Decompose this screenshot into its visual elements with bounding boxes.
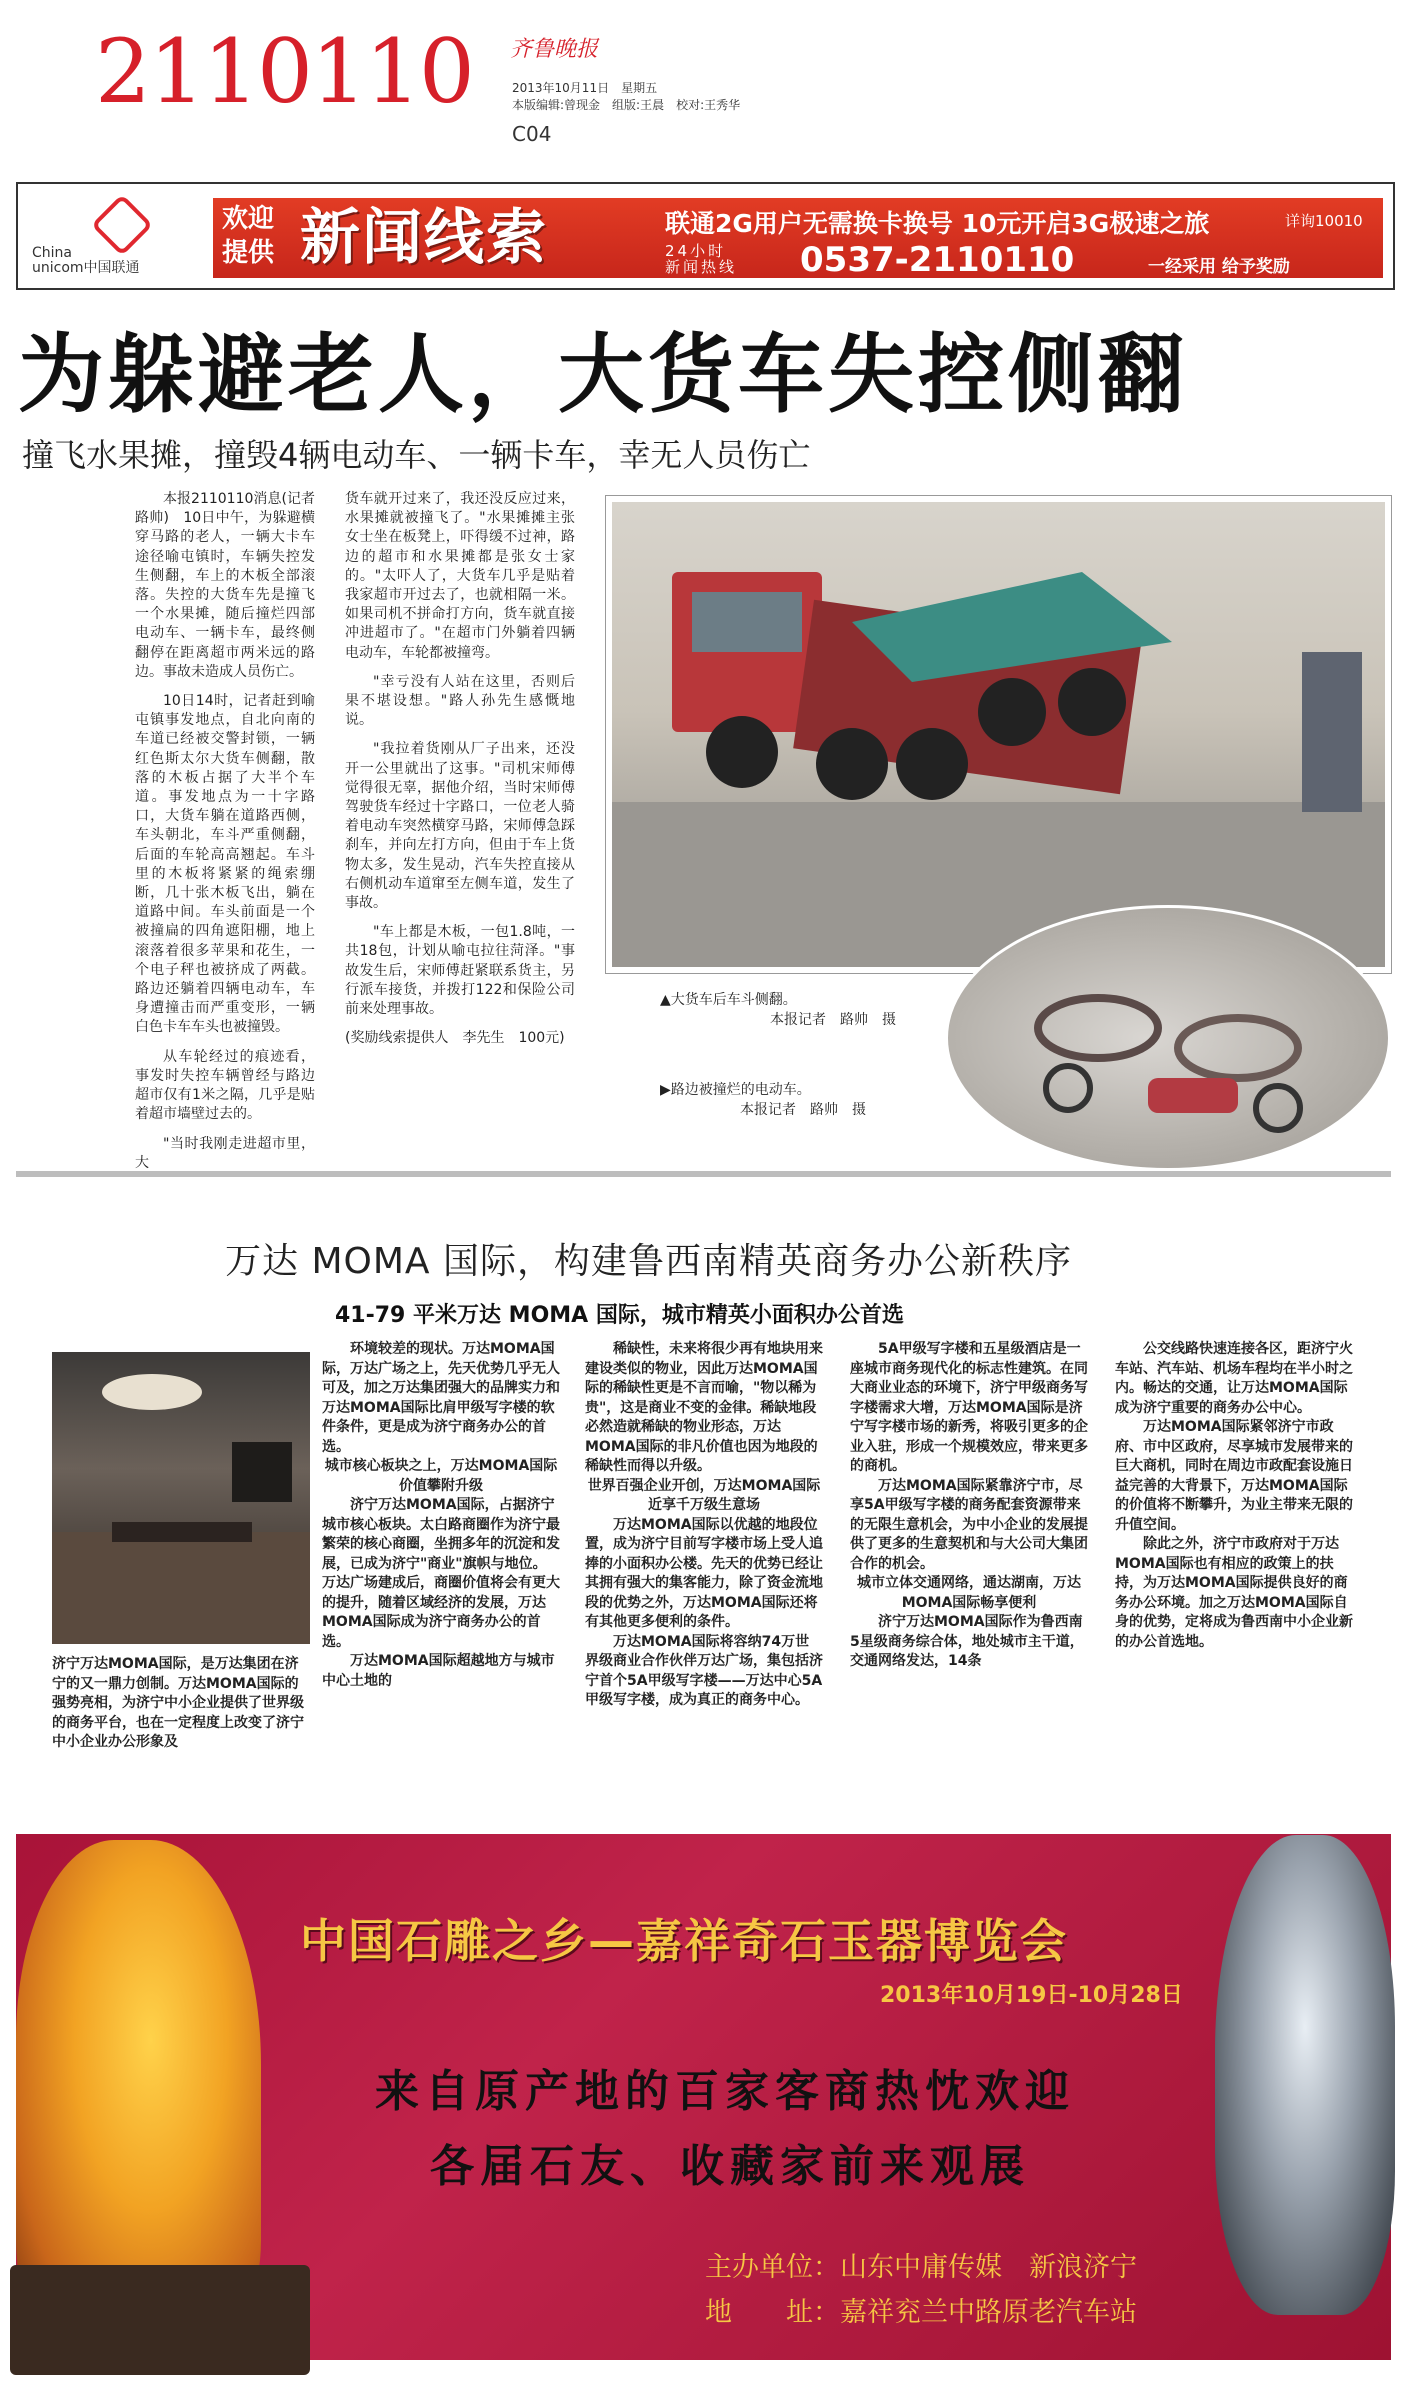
- provide-text: 提供: [222, 238, 275, 268]
- paragraph: 货车就开过来了，我还没反应过来，水果摊就被撞飞了。"水果摊摊主张女士坐在板凳上，吓得缓不过神，路边的超市和水果摊都是张女士家的。"太吓人了，大货车几乎是贴着我家超市开过去了，也就相隔一米。如果司机不拼命打方向，货车就直接冲进超市了。"在超市门外躺着四辆电动车，车轮都被撞弯。: [345, 491, 575, 661]
- banner-promo-detail: 详询10010: [1285, 212, 1363, 230]
- damaged-scooters-photo: [945, 905, 1391, 1171]
- paragraph: "当时我刚走进超市里，大: [135, 1135, 315, 1171]
- wanda-column-1: [322, 1340, 560, 1795]
- truck-illustration: [612, 502, 1385, 967]
- paragraph: 10日14时，记者赶到喻屯镇事发地点，自北向南的车道已经被交警封锁，一辆红色斯太尔大货车侧翻，散落的木板占据了大半个车道。事发地点为一十字路口，大货车躺在道路西侧，车头朝北，车斗严重侧翻，后面的车轮高高翘起。车斗里的木板将紧紧的绳索绷断，几十张木板飞出，躺在道路中间。车头前面是一个被撞扁的四角遮阳棚，地上滚落着很多苹果和花生，一个电子秤也被挤成了两截。路边还躺着四辆电动车，车身遭撞击而严重变形，一辆白色卡车车头也被撞毁。: [135, 693, 315, 1036]
- section-divider: [16, 1171, 1391, 1177]
- exhibition-title: 中国石雕之乡—嘉祥奇石玉器博览会: [300, 1914, 1068, 1968]
- wanda-column-4: [1115, 1340, 1353, 1795]
- photo-caption-1: [660, 990, 896, 1030]
- banner-title: 新闻线索: [300, 203, 548, 273]
- scholar-rock-image: [1215, 1835, 1395, 2315]
- paragraph: 环境较差的现状。万达MOMA国际，万达广场之上，先天优势几乎无人可及，加之万达集团强大的品牌实力和万达MOMA国际比肩甲级写字楼的软件条件，更是成为济宁商务办公的首选。: [322, 1341, 560, 1455]
- article-column-1: [135, 490, 315, 1171]
- brand-cn: 中国联通: [83, 260, 140, 276]
- caption-text: ▲大货车后车斗侧翻。: [660, 992, 797, 1008]
- unicom-brand: [32, 246, 140, 276]
- paragraph: 除此之外，济宁市政府对于万达MOMA国际也有相应的政策上的扶持，为万达MOMA国际提供良好的商务办公环境。加之万达MOMA国际自身的优势，定将成为鲁西南中小企业新的办公首选地。: [1115, 1536, 1353, 1650]
- caption-text: ▶路边被撞烂的电动车。: [660, 1082, 811, 1098]
- paragraph: 5A甲级写字楼和五星级酒店是一座城市商务现代化的标志性建筑。在同大商业业态的环境下，济宁甲级商务写字楼需求大增，万达MOMA国际是济宁写字楼市场的新秀，将吸引更多的企业入驻，形成一个规模效应，带来更多的商机。: [850, 1341, 1088, 1474]
- office-illustration: [52, 1352, 310, 1644]
- section-subhead: 世界百强企业开创，万达MOMA国际近享千万级生意场: [587, 1477, 821, 1513]
- paragraph: 公交线路快速连接各区，距济宁火车站、汽车站、机场车程均在半小时之内。畅达的交通，让万达MOMA国际成为济宁重要的商务办公中心。: [1115, 1341, 1353, 1416]
- wanda-photo-caption: 济宁万达MOMA国际，是万达集团在济宁的又一鼎力创制。万达MOMA国际的强势亮相，为济宁中小企业提供了世界级的商务平台，也在一定程度上改变了济宁中小企业办公形象及: [52, 1656, 304, 1750]
- article-headline: 为躲避老人，大货车失控侧翻: [18, 325, 1188, 425]
- paragraph: 从车轮经过的痕迹看，事发时失控车辆曾经与路边超市仅有1米之隔，几乎是贴着超市墙壁过去的。: [135, 1048, 315, 1123]
- reward-note: (奖励线索提供人 李先生 100元): [345, 1030, 565, 1047]
- photo-credit: 本报记者 路帅 摄: [740, 1102, 866, 1118]
- paragraph: 济宁万达MOMA国际作为鲁西南5星级商务综合体，地处城市主干道，交通网络发达，14条: [850, 1614, 1084, 1669]
- wanda-title: 万达 MOMA 国际，构建鲁西南精英商务办公新秩序: [225, 1241, 1072, 1282]
- banner-welcome: [222, 202, 274, 270]
- masthead-info: [512, 80, 740, 114]
- editor-credits: 本版编辑:曾现金 组版:王晨 校对:王秀华: [512, 98, 741, 112]
- page-number: C04: [512, 122, 552, 146]
- paragraph: "幸亏没有人站在这里，否则后果不堪设想。"路人孙先生感慨地说。: [345, 673, 575, 729]
- article-column-2: [345, 490, 575, 1155]
- paragraph: 万达MOMA国际紧靠济宁市，尽享5A甲级写字楼的商务配套资源带来的无限生意机会，为中小企业的发展提供了更多的生意契机和与大公司大集团合作的机会。: [850, 1477, 1088, 1572]
- scooter-illustration: [948, 908, 1388, 1168]
- hotline-masthead-number: 2110110: [95, 20, 473, 123]
- banner-promo: 联通2G用户无需换卡换号 10元开启3G极速之旅: [665, 209, 1210, 238]
- hotline-label-news: 新闻热线: [665, 258, 738, 276]
- newspaper-logo: 齐鲁晚报: [510, 37, 599, 62]
- photo-caption-2: [660, 1080, 866, 1120]
- hotline-label: [665, 243, 737, 275]
- exhibition-slogan-2: 各届石友、收藏家前来观展: [430, 2141, 1030, 2192]
- paragraph: 稀缺性，未来将很少再有地块用来建设类似的物业，因此万达MOMA国际的稀缺性更是不言而喻，"物以稀为贵"，这是商业不变的金律。稀缺地段必然造就稀缺的物业形态，万达MOMA国际的非凡价值也因为地段的稀缺性而得以升级。: [585, 1341, 823, 1474]
- overturned-truck-photo: [612, 502, 1385, 967]
- exhibition-slogan-1: 来自原产地的百家客商热忱欢迎: [375, 2066, 1075, 2117]
- brand-en-china: China: [32, 245, 72, 261]
- paragraph: 万达MOMA国际将容纳74万世界级商业合作伙伴万达广场，集包括济宁首个5A甲级写字楼——万达中心5A甲级写字楼，成为真正的商务中心。: [585, 1633, 823, 1708]
- section-subhead: 城市立体交通网络，通达湖南，万达MOMA国际畅享便利: [857, 1575, 1081, 1611]
- banner-slogan: 一经采用 给予奖励: [1148, 257, 1290, 277]
- issue-date: 2013年10月11日 星期五: [512, 81, 658, 95]
- office-interior-photo: [52, 1352, 310, 1644]
- exhibition-organizer: 主办单位：山东中庸传媒 新浪济宁: [705, 2252, 1137, 2283]
- paragraph: 济宁万达MOMA国际，占据济宁城市核心板块。太白路商圈作为济宁最繁荣的核心商圈，坐拥多年的沉淀和发展，已成为济宁"商业"旗帜与地位。万达广场建成后，商圈价值将会有更大的提升，随着区域经济的发展，万达MOMA国际成为济宁商务办公的首选。: [322, 1497, 560, 1650]
- article-subhead: 撞飞水果摊，撞毁4辆电动车、一辆卡车，幸无人员伤亡: [22, 436, 811, 474]
- photo-credit: 本报记者 路帅 摄: [770, 1012, 896, 1028]
- hotline-number: 0537-2110110: [800, 240, 1075, 280]
- paragraph: 万达MOMA国际紧邻济宁市政府、市中区政府，尽享城市发展带来的巨大商机，同时在周边市政配套设施日益完善的大背景下，万达MOMA国际的价值将不断攀升，为业主带来无限的升值空间。: [1115, 1419, 1353, 1533]
- exhibition-address: 地 址：嘉祥兖兰中路原老汽车站: [705, 2297, 1137, 2328]
- paragraph: "我拉着货刚从厂子出来，还没开一公里就出了这事。"司机宋师傅觉得很无辜，据他介绍，当时宋师傅驾驶货车经过十字路口，一位老人骑着电动车突然横穿马路，宋师傅急踩刹车，并向左打方向，但由于车上货物太多，发生晃动，汽车失控直接从右侧机动车道窜至左侧车道，发生了事故。: [345, 741, 575, 912]
- paragraph: 本报2110110消息(记者路帅) 10日中午，为躲避横穿马路的老人，一辆大卡车途径喻屯镇时，车辆失控发生侧翻，车上的木板全部滚落。失控的大货车先是撞飞一个水果摊，随后撞烂四部电动车、一辆卡车，最终侧翻停在距离超市两米远的路边。事故未造成人员伤亡。: [135, 491, 315, 680]
- brand-en-unicom: unicom: [32, 260, 84, 276]
- hotline-label-24h: 24小时: [665, 242, 727, 260]
- exhibition-dates: 2013年10月19日-10月28日: [880, 1983, 1183, 2008]
- wanda-column-3: [850, 1340, 1088, 1795]
- wanda-column-2: [585, 1340, 823, 1795]
- paragraph: 万达MOMA国际以优越的地段位置，成为济宁目前写字楼市场上受人追捧的小面积办公楼。先天的优势已经让其拥有强大的集客能力，除了资金流地段的优势之外，万达MOMA国际还将有其他更多便利的条件。: [585, 1516, 823, 1630]
- stone-stand-image: [10, 2265, 310, 2375]
- section-subhead: 城市核心板块之上，万达MOMA国际价值攀附升级: [324, 1458, 558, 1494]
- wanda-subtitle: 41-79 平米万达 MOMA 国际，城市精英小面积办公首选: [335, 1303, 904, 1328]
- paragraph: "车上都是木板，一包1.8吨，一共18包，计划从喻屯拉往菏泽。"事故发生后，宋师傅赶紧联系货主，另行派车接货，并拨打122和保险公司前来处理事故。: [345, 924, 575, 1018]
- welcome-text: 欢迎: [222, 204, 275, 234]
- paragraph: 万达MOMA国际超越地方与城市中心土地的: [322, 1653, 555, 1689]
